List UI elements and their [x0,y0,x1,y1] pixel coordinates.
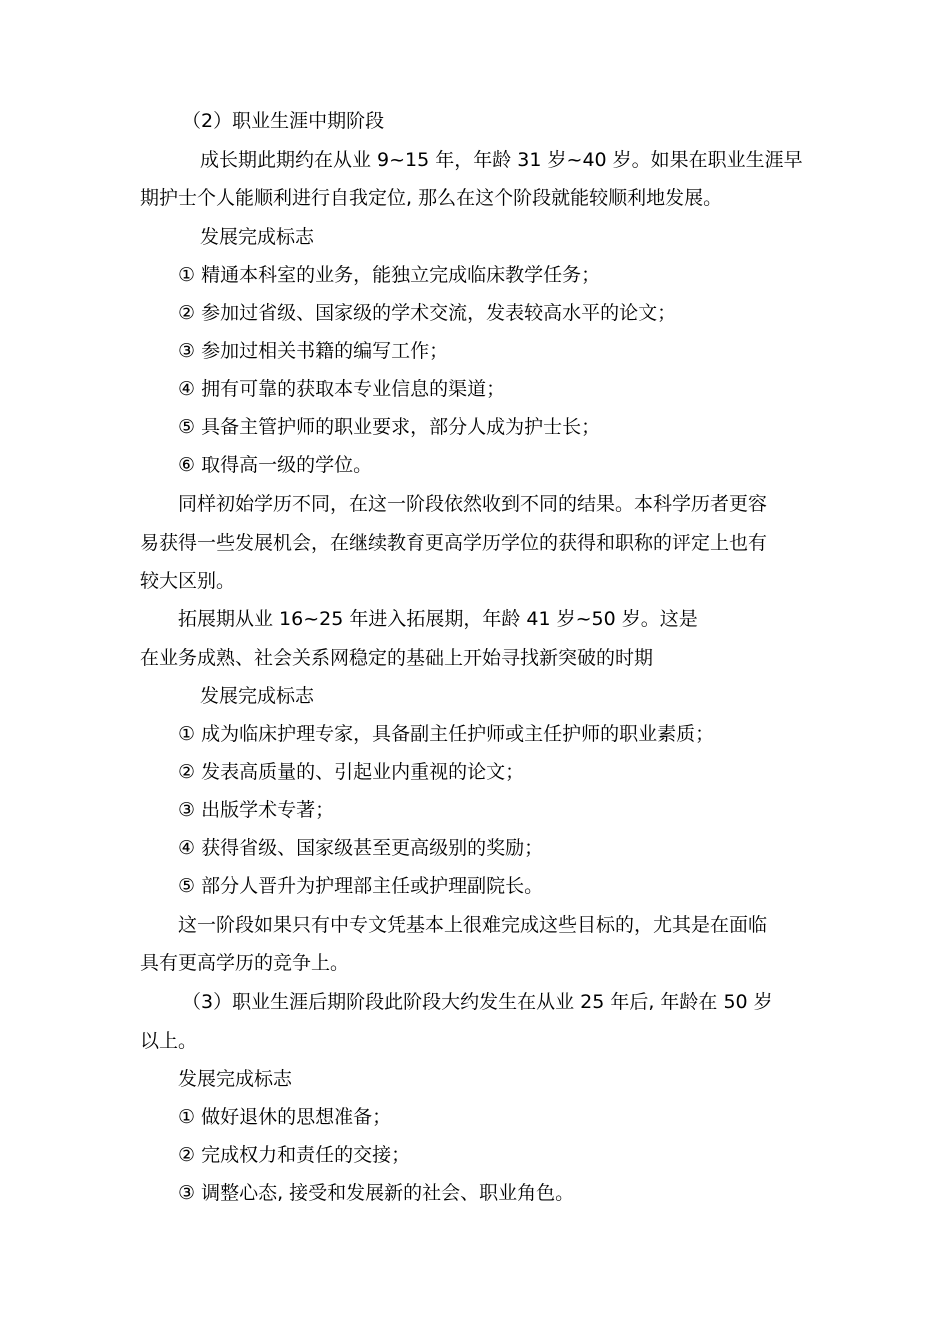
late-item-1: ① 做好退休的思想准备； [178,1106,392,1128]
section-3-paragraph-line-2: 以上。 [140,1030,198,1052]
growth-summary-line-2: 易获得一些发展机会，在继续教育更高学历学位的获得和职称的评定上也有 [140,532,768,554]
section-3-paragraph-line-1: （3）职业生涯后期阶段此阶段大约发生在从业 25 年后, 年龄在 50 岁 [182,991,773,1013]
growth-item-2: ② 参加过省级、国家级的学术交流，发表较高水平的论文； [178,302,677,324]
growth-item-5: ⑤ 具备主管护师的职业要求，部分人成为护士长； [178,416,601,438]
late-item-2: ② 完成权力和责任的交接； [178,1144,411,1166]
expand-paragraph-line-2: 在业务成熟、社会关系网稳定的基础上开始寻找新突破的时期 [140,647,654,669]
expand-item-2: ② 发表高质量的、引起业内重视的论文； [178,761,525,783]
expand-item-5: ⑤ 部分人晋升为护理部主任或护理副院长。 [178,875,544,897]
growth-item-1: ① 精通本科室的业务，能独立完成临床教学任务； [178,264,601,286]
growth-summary-line-1: 同样初始学历不同，在这一阶段依然收到不同的结果。本科学历者更容 [178,493,768,515]
growth-item-4: ④ 拥有可靠的获取本专业信息的渠道； [178,378,506,400]
late-item-3: ③ 调整心态, 接受和发展新的社会、职业角色。 [178,1182,575,1204]
growth-item-6: ⑥ 取得高一级的学位。 [178,454,373,476]
expand-paragraph-line-1: 拓展期从业 16~25 年进入拓展期，年龄 41 岁~50 岁。这是 [178,608,698,630]
growth-summary-line-3: 较大区别。 [140,570,236,592]
expand-item-4: ④ 获得省级、国家级甚至更高级别的奖励； [178,837,544,859]
expand-marker-title: 发展完成标志 [200,685,315,707]
late-marker-title: 发展完成标志 [178,1068,293,1090]
growth-item-3: ③ 参加过相关书籍的编写工作； [178,340,449,362]
growth-paragraph-line-2: 期护士个人能顺利进行自我定位, 那么在这个阶段就能较顺利地发展。 [140,187,723,209]
growth-marker-title: 发展完成标志 [200,226,315,248]
expand-item-3: ③ 出版学术专著； [178,799,335,821]
section-2-heading: （2）职业生涯中期阶段 [182,110,385,132]
growth-paragraph-line-1: 成长期此期约在从业 9~15 年，年龄 31 岁~40 岁。如果在职业生涯早 [200,149,803,171]
expand-summary-line-2: 具有更高学历的竞争上。 [140,952,350,974]
expand-summary-line-1: 这一阶段如果只有中专文凭基本上很难完成这些目标的，尤其是在面临 [178,914,768,936]
expand-item-1: ① 成为临床护理专家，具备副主任护师或主任护师的职业素质； [178,723,715,745]
